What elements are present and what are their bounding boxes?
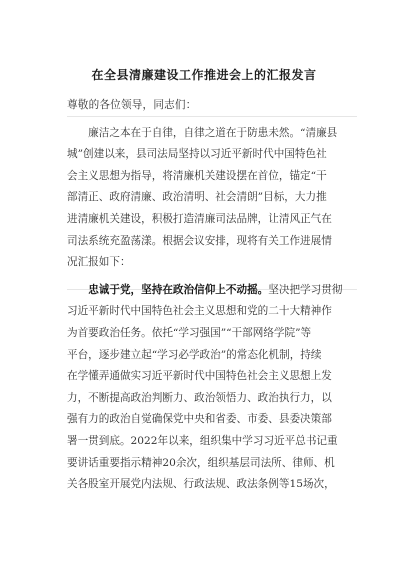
paragraph-text: 坚决把学习贯彻 <box>268 283 343 296</box>
paragraph-line: 习近平新时代中国特色社会主义思想和党的二十大精神作 <box>67 305 332 318</box>
paragraph-line: 司法系统充盈荡漾。根据会议安排，现将有关工作进展情 <box>67 234 332 247</box>
paragraph-line: 平台，逐步建立起“学习必学政治”的常态化机制，持续 <box>67 348 322 361</box>
indent <box>67 284 88 296</box>
paragraph-line: 在学懂弄通做实习近平新时代中国特色社会主义思想上发 <box>67 370 332 383</box>
paragraph-line: 会主义思想为指导，将清廉机关建设摆在首位，锚定“干 <box>67 169 327 182</box>
salutation: 尊敬的各位领导，同志们： <box>67 99 197 111</box>
paragraph-line: 力，不断提高政治判断力、政治领悟力、政治执行力，以 <box>67 391 332 404</box>
paragraph-2 <box>67 280 357 496</box>
document-body <box>67 95 357 496</box>
paragraph-line: 况汇报如下： <box>67 256 131 269</box>
paragraph-line: 要讲话重要指示精神20余次，组织基层司法所、律师、机 <box>67 456 335 469</box>
paragraph-line: 进清廉机关建设，积极打造清廉司法品牌，让清风正气在 <box>67 212 332 225</box>
paragraph-line: 强有力的政治自觉确保党中央和省委、市委、县委决策部 <box>67 413 332 426</box>
paragraph-line: 部清正、政府清廉、政治清明、社会清朗”目标，大力推 <box>67 191 327 204</box>
paragraph-heading: 忠诚于党，坚持在政治信仰上不动摇。 <box>88 283 269 296</box>
paragraph-line: 为首要政治任务。依托“学习强国”“干部网络学院”等 <box>67 326 312 339</box>
paragraph-line: 署一贯到底。2022年以来，组织集中学习习近平总书记重 <box>67 434 338 447</box>
document-title: 在全县清廉建设工作推进会上的汇报发言 <box>91 68 317 82</box>
paragraph-line <box>67 280 357 302</box>
paragraph-1 <box>67 123 357 274</box>
paragraph-line: 关各股室开展党内法规、行政法规、政法条例等15场次， <box>67 478 335 491</box>
paragraph-line: 廉洁之本在于自律，自律之道在于防患未然。“清廉县 <box>67 126 338 139</box>
paragraph-line: 城”创建以来，县司法局坚持以习近平新时代中国特色社 <box>67 148 327 161</box>
